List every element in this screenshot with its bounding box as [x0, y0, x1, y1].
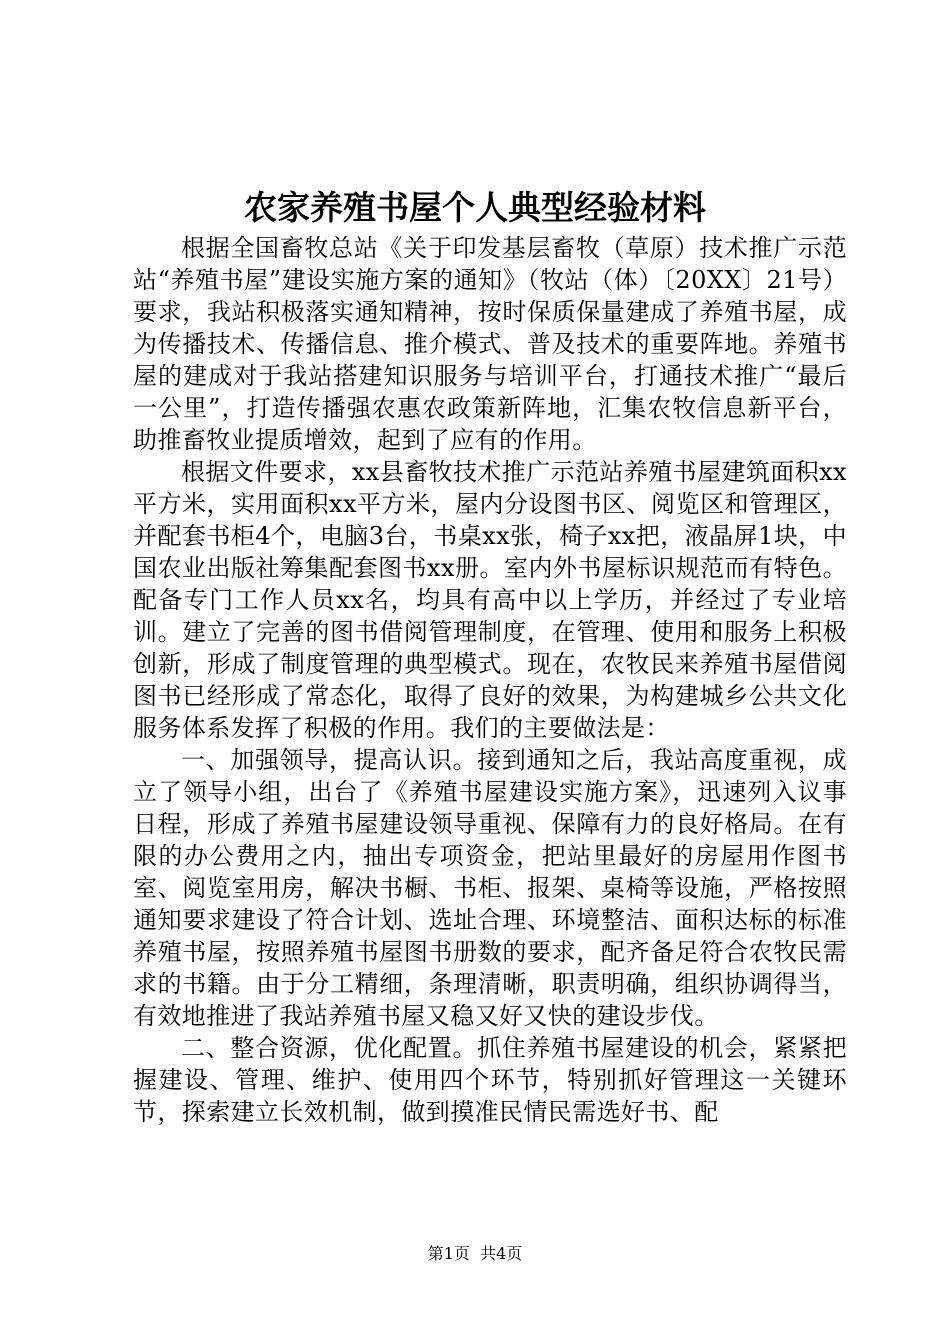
document-title: 农家养殖书屋个人典型经验材料: [244, 188, 706, 227]
paragraph-resources: 二、整合资源，优化配置。抓住养殖书屋建设的机会，紧紧把握建设、管理、维护、使用四个环节，特别抓好管理这一关键环节，探索建立长效机制，做到摸准民情民需选好书、配: [133, 1034, 847, 1126]
page-footer: [0, 1243, 950, 1265]
paragraph-intro: 根据全国畜牧总站《关于印发基层畜牧（草原）技术推广示范站“养殖书屋”建设实施方案的通知》（牧站（体）〔20XX〕21号）要求，我站积极落实通知精神，按时保质保量建成了养殖书屋，成为传播技术、传播信息、推介模式、普及技术的重要阵地。养殖书屋的建成对于我站搭建知识服务与培训平台，打通技术推广“最后一公里”，打造传播强农惠农政策新阵地，汇集农牧信息新平台，助推畜牧业提质增效，起到了应有的作用。: [133, 234, 847, 454]
document-body: [133, 232, 847, 1128]
page-total: 共4页: [480, 1244, 523, 1263]
page-number: 第1页: [427, 1244, 470, 1263]
paragraph-background: 根据文件要求，xx县畜牧技术推广示范站养殖书屋建筑面积xx平方米，实用面积xx平方米，屋内分设图书区、阅览区和管理区，并配套书柜4个，电脑3台，书桌xx张，椅子xx把，液晶屏1块，中国农业出版社筹集配套图书xx册。室内外书屋标识规范而有特色。配备专门工作人员xx名，均具有高中以上学历，并经过了专业培训。建立了完善的图书借阅管理制度，在管理、使用和服务上积极创新，形成了制度管理的典型模式。现在，农牧民来养殖书屋借阅图书已经形成了常态化，取得了良好的效果，为构建城乡公共文化服务体系发挥了积极的作用。我们的主要做法是：: [133, 458, 847, 742]
paragraph-leadership: 一、加强领导，提高认识。接到通知之后，我站高度重视，成立了领导小组，出台了《养殖书屋建设实施方案》，迅速列入议事日程，形成了养殖书屋建设领导重视、保障有力的良好格局。在有限的办公费用之内，抽出专项资金，把站里最好的房屋用作图书室、阅览室用房，解决书橱、书柜、报架、桌椅等设施，严格按照通知要求建设了符合计划、选址合理、环境整洁、面积达标的标准养殖书屋，按照养殖书屋图书册数的要求，配齐备足符合农牧民需求的书籍。由于分工精细，条理清晰，职责明确，组织协调得当，有效地推进了我站养殖书屋又稳又好又快的建设步伐。: [133, 746, 847, 1030]
